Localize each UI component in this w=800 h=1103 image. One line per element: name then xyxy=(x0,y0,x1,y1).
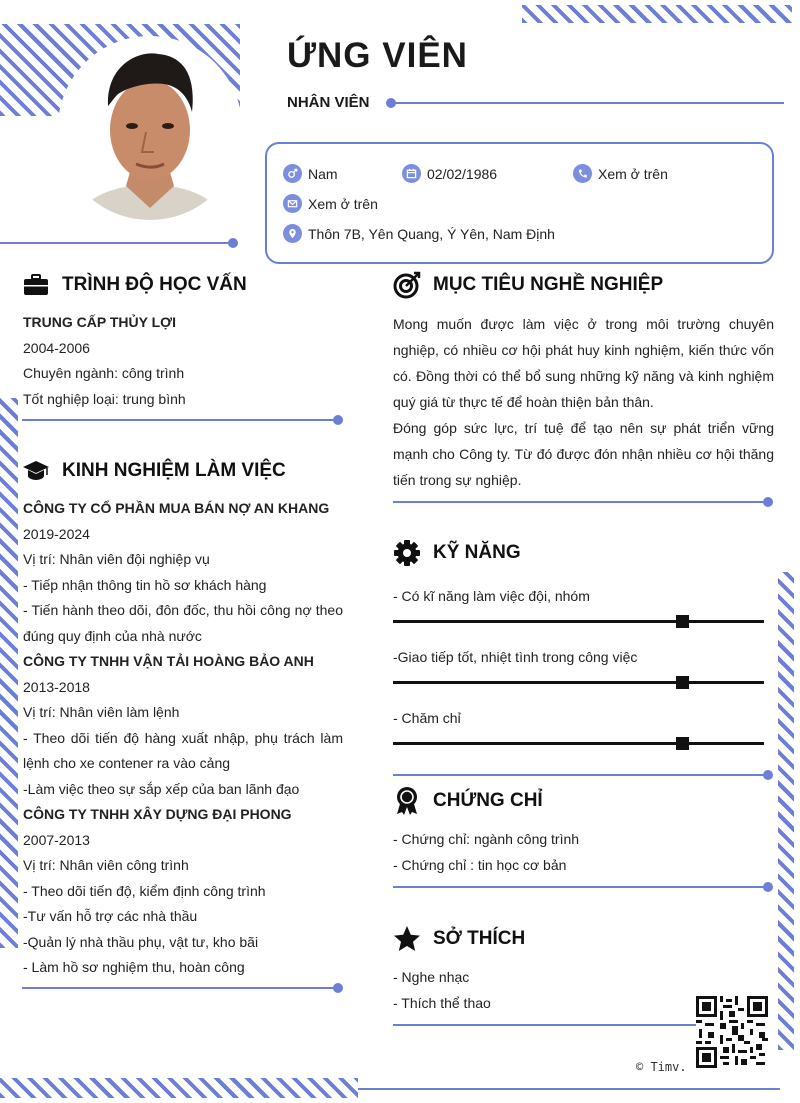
certificates-list xyxy=(393,827,773,878)
job-entry xyxy=(23,496,343,649)
calendar-icon xyxy=(402,164,421,183)
hobbies-title: SỞ THÍCH xyxy=(433,928,526,949)
skill-label: -Giao tiếp tốt, nhiệt tình trong công việc xyxy=(393,649,638,665)
job-duty: - Làm hồ sơ nghiệm thu, hoàn công xyxy=(23,959,245,975)
award-medal-icon xyxy=(393,787,421,815)
education-heading xyxy=(22,271,247,299)
hobbies-heading xyxy=(393,925,525,953)
hobbies-list xyxy=(393,965,693,1016)
gender-icon xyxy=(283,164,302,183)
objective-divider xyxy=(393,501,765,503)
education-divider xyxy=(22,419,336,421)
graduation-cap-icon xyxy=(22,457,50,485)
experience-title: KINH NGHIỆM LÀM VIỆC xyxy=(62,460,286,481)
phone-value: Xem ở trên xyxy=(598,165,668,182)
objective-heading xyxy=(393,271,663,299)
education-title: TRÌNH ĐỘ HỌC VẤN xyxy=(62,274,247,295)
objective-title: MỤC TIÊU NGHỀ NGHIỆP xyxy=(433,274,664,295)
dob-value: 02/02/1986 xyxy=(427,165,498,182)
education-grade: Tốt nghiệp loại: trung bình xyxy=(23,390,186,407)
job-entry xyxy=(23,649,343,802)
job-company: CÔNG TY TNHH VẬN TẢI HOÀNG BẢO ANH xyxy=(23,653,314,669)
contact-dob xyxy=(402,164,497,183)
job-duty: -Tư vấn hỗ trợ các nhà thầu xyxy=(23,908,198,924)
briefcase-icon xyxy=(22,271,50,299)
stripe-decor-left xyxy=(0,398,18,948)
contact-box xyxy=(265,142,774,264)
photo-divider xyxy=(0,242,230,244)
skill-level-knob xyxy=(676,615,689,628)
skill-level-knob xyxy=(676,737,689,750)
objective-paragraph-2: Đóng góp sức lực, trí tuệ để tạo nên sự phát triển vững mạnh cho Công ty. Từ đó được đón nhận nhiều cơ hội thăng tiến trong sự nghiệp. xyxy=(393,420,774,488)
phone-icon xyxy=(573,164,592,183)
objective-block xyxy=(393,311,774,493)
list-item: - Chứng chỉ : tin học cơ bản xyxy=(393,856,567,873)
certificates-title: CHỨNG CHỈ xyxy=(433,790,543,811)
title-line xyxy=(390,102,784,104)
address-value: Thôn 7B, Yên Quang, Ý Yên, Nam Định xyxy=(308,225,555,242)
email-icon xyxy=(283,194,302,213)
skill-label: - Chăm chỉ xyxy=(393,710,461,726)
certificates-divider xyxy=(393,886,765,888)
avatar xyxy=(58,36,242,220)
job-entry xyxy=(23,802,343,981)
job-position: Vị trí: Nhân viên công trình xyxy=(23,857,189,873)
job-years: 2007-2013 xyxy=(23,831,90,848)
job-duty: - Tiến hành theo dõi, đôn đốc, thu hồi công nợ theo đúng quy định của nhà nước xyxy=(23,602,343,644)
location-pin-icon xyxy=(283,224,302,243)
skills-title: KỸ NĂNG xyxy=(433,542,521,563)
gender-value: Nam xyxy=(308,165,338,182)
job-duty: - Theo dõi tiến độ, kiểm định công trình xyxy=(23,882,266,899)
education-years: 2004-2006 xyxy=(23,339,90,356)
experience-heading xyxy=(22,457,286,485)
gear-icon xyxy=(393,539,421,567)
copyright-text: © Timv. xyxy=(636,1060,687,1074)
objective-divider-dot xyxy=(763,497,773,507)
job-duty: -Quản lý nhà thầu phụ, vật tư, kho bãi xyxy=(23,933,259,950)
skills-heading xyxy=(393,539,521,567)
education-divider-dot xyxy=(333,415,343,425)
job-position: Vị trí: Nhân viên đội nghiệp vụ xyxy=(23,551,210,567)
experience-divider xyxy=(22,987,336,989)
job-duty: - Tiếp nhận thông tin hồ sơ khách hàng xyxy=(23,576,267,593)
job-company: CÔNG TY CỔ PHẦN MUA BÁN NỢ AN KHANG xyxy=(23,500,330,516)
skills-divider-dot xyxy=(763,770,773,780)
photo-divider-dot xyxy=(228,238,238,248)
education-block xyxy=(23,310,343,412)
skill-bar xyxy=(393,742,764,745)
experience-divider-dot xyxy=(333,983,343,993)
list-item: - Thích thể thao xyxy=(393,994,491,1011)
stripe-decor-right xyxy=(778,572,794,1050)
email-value: Xem ở trên xyxy=(308,195,378,212)
education-school: TRUNG CẤP THỦY LỢI xyxy=(23,314,176,330)
job-position: Vị trí: Nhân viên làm lệnh xyxy=(23,704,180,720)
job-duty: -Làm việc theo sự sắp xếp của ban lãnh đạo xyxy=(23,780,300,797)
skills-divider xyxy=(393,774,765,776)
contact-gender xyxy=(283,164,338,183)
objective-paragraph-1: Mong muốn được làm việc ở trong môi trường chuyên nghiệp, có nhiều cơ hội phát huy kinh nghiệm, kiến thức vốn có. Đồng thời có thể bổ sung những kỹ năng và kinh nghiệm quý giá từ thực tế để hoàn thiện bản thân. xyxy=(393,316,774,410)
contact-address xyxy=(283,224,555,243)
job-title: NHÂN VIÊN xyxy=(287,94,370,111)
bottom-divider xyxy=(358,1088,780,1090)
star-icon xyxy=(393,925,421,953)
skill-label: - Có kĩ năng làm việc đội, nhóm xyxy=(393,588,590,604)
list-item: - Nghe nhạc xyxy=(393,969,470,985)
skill-bar xyxy=(393,620,764,623)
list-item: - Chứng chỉ: ngành công trình xyxy=(393,831,580,847)
certificates-heading xyxy=(393,787,543,815)
education-major: Chuyên ngành: công trình xyxy=(23,365,185,381)
contact-email xyxy=(283,194,378,213)
job-duty: - Theo dõi tiến độ hàng xuất nhập, phụ trách làm lệnh cho xe contener ra vào cảng xyxy=(23,729,343,771)
experience-block xyxy=(23,496,343,981)
contact-phone xyxy=(573,164,668,183)
job-years: 2013-2018 xyxy=(23,678,90,695)
skill-level-knob xyxy=(676,676,689,689)
stripe-decor-bottom xyxy=(0,1078,358,1098)
portrait-photo xyxy=(58,36,242,220)
job-years: 2019-2024 xyxy=(23,525,90,542)
certificates-divider-dot xyxy=(763,882,773,892)
candidate-name: ỨNG VIÊN xyxy=(287,36,468,75)
target-icon xyxy=(393,271,421,299)
job-company: CÔNG TY TNHH XÂY DỰNG ĐẠI PHONG xyxy=(23,806,292,822)
skill-bar xyxy=(393,681,764,684)
qr-code xyxy=(696,996,768,1068)
stripe-decor-top-right xyxy=(522,5,792,23)
